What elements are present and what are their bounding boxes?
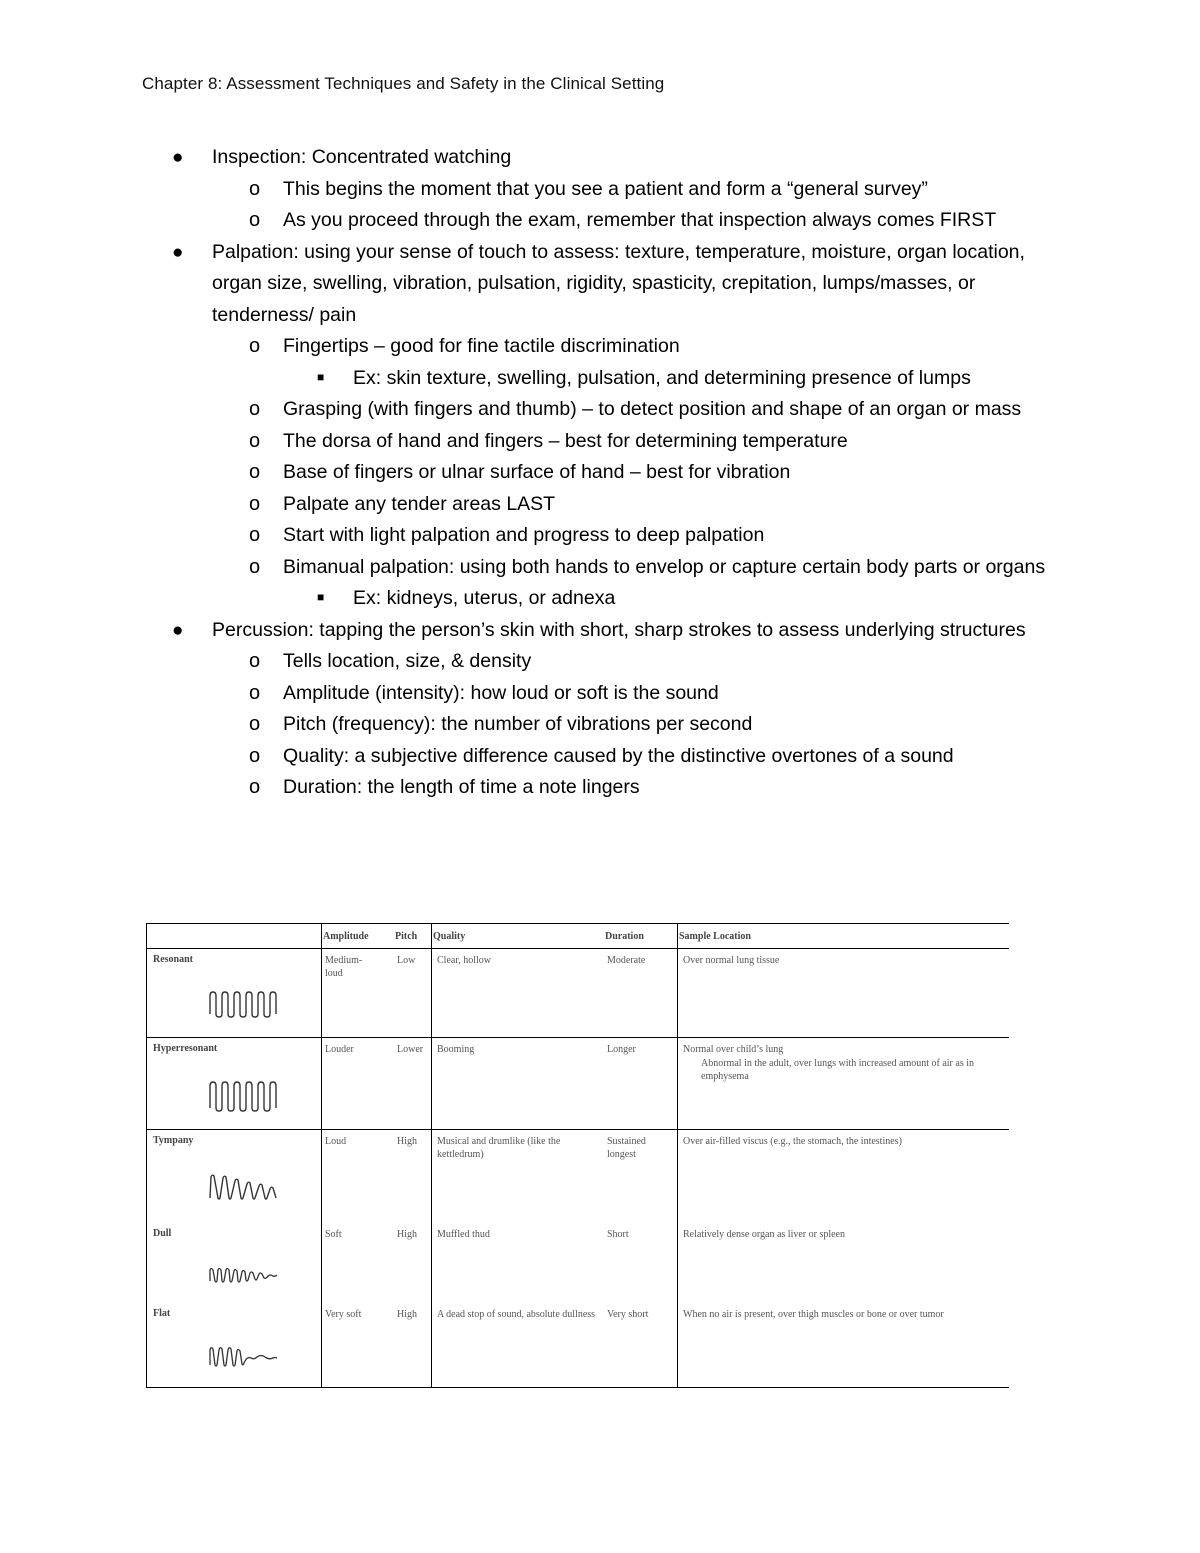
cell-location: Over air-filled viscus (e.g., the stomach, the intestines) <box>683 1136 902 1147</box>
outline-item-level-3 <box>0 363 1073 395</box>
outline-item-level-2 <box>0 552 1073 584</box>
flat-waveform-icon <box>207 1344 279 1368</box>
header-amplitude: Amplitude <box>323 931 369 942</box>
square-bullet-icon: ■ <box>317 369 325 384</box>
circle-bullet-icon: o <box>249 461 261 483</box>
circle-bullet-icon: o <box>249 650 261 672</box>
outline-item-text: Grasping (with fingers and thumb) – to detect position and shape of an organ or mass <box>283 398 1022 420</box>
row-label-tympany: Tympany <box>153 1135 194 1146</box>
outline-item-level-2 <box>0 426 1073 458</box>
bullet-icon: ● <box>172 619 184 641</box>
outline-item-level-1 <box>0 237 1042 332</box>
cell-pitch: High <box>397 1309 417 1320</box>
outline-item-text: Duration: the length of time a note lingers <box>283 776 640 798</box>
table-divider <box>147 1037 1009 1038</box>
cell-duration: Longer <box>607 1044 636 1055</box>
outline-item-text: The dorsa of hand and fingers – best for determining temperature <box>283 429 848 452</box>
outline-item-level-2 <box>0 741 1073 773</box>
outline-item-text: Fingertips – good for fine tactile discrimination <box>283 335 680 357</box>
cell-location: Relatively dense organ as liver or spleen <box>683 1229 845 1240</box>
header-sample-location: Sample Location <box>679 931 751 942</box>
bullet-icon: ● <box>172 241 184 263</box>
outline-item-level-3 <box>0 583 1073 615</box>
outline-item-level-2 <box>0 331 1073 363</box>
outline-item-text: Ex: skin texture, swelling, pulsation, and determining presence of lumps <box>353 366 971 389</box>
row-label-flat: Flat <box>153 1308 171 1319</box>
table-divider <box>147 948 1009 949</box>
circle-bullet-icon: o <box>249 555 261 578</box>
outline-item-level-2 <box>0 646 1073 678</box>
cell-duration: Short <box>607 1229 629 1240</box>
row-label-dull: Dull <box>153 1228 172 1239</box>
circle-bullet-icon: o <box>249 209 261 231</box>
hyperresonant-waveform-icon <box>207 1080 279 1112</box>
outline-item-text: Percussion: tapping the person’s skin with short, sharp strokes to assess underlying structures <box>212 618 1026 641</box>
cell-location-sub: Abnormal in the adult, over lungs with increased amount of air as in emphysema <box>701 1058 974 1082</box>
cell-quality: Musical and drumlike (like the kettledrum) <box>437 1136 561 1160</box>
outline-item-text: Bimanual palpation: using both hands to envelop or capture certain body parts or organs <box>283 555 1046 578</box>
outline-item-text: Inspection: Concentrated watching <box>212 146 512 168</box>
row-label-hyperresonant: Hyperresonant <box>153 1043 218 1054</box>
table-divider <box>147 1129 1009 1130</box>
outline-item-text: Quality: a subjective difference caused by the distinctive overtones of a sound <box>283 744 954 767</box>
circle-bullet-icon: o <box>249 492 261 515</box>
cell-amplitude: Medium-loud <box>325 955 363 979</box>
circle-bullet-icon: o <box>249 776 261 798</box>
cell-amplitude: Soft <box>325 1229 342 1240</box>
circle-bullet-icon: o <box>249 744 261 767</box>
outline-item-text: Ex: kidneys, uterus, or adnexa <box>353 587 616 609</box>
circle-bullet-icon: o <box>249 524 261 546</box>
cell-quality: Booming <box>437 1044 475 1055</box>
outline-item-level-2 <box>0 205 1073 237</box>
cell-amplitude: Loud <box>325 1136 347 1147</box>
cell-duration: Very short <box>607 1309 649 1320</box>
outline-item-level-2 <box>0 520 1073 552</box>
tympany-waveform-icon <box>207 1172 279 1202</box>
square-bullet-icon: ■ <box>317 590 325 604</box>
circle-bullet-icon: o <box>249 713 261 735</box>
cell-quality: Clear, hollow <box>437 955 492 966</box>
outline-item-level-2 <box>0 174 1073 206</box>
outline-item-level-2 <box>0 709 1073 741</box>
circle-bullet-icon: o <box>249 681 261 704</box>
outline-item-level-2 <box>0 678 1073 710</box>
circle-bullet-icon: o <box>249 177 261 200</box>
cell-pitch: Low <box>397 955 416 966</box>
table-divider <box>321 924 322 1387</box>
cell-quality: A dead stop of sound, absolute dullness <box>437 1309 596 1320</box>
outline-item-text: As you proceed through the exam, remember that inspection always comes FIRST <box>283 209 997 231</box>
outline-item-text: Amplitude (intensity): how loud or soft is the sound <box>283 681 719 704</box>
notes-outline <box>0 142 1200 804</box>
outline-item-text: Palpate any tender areas LAST <box>283 492 556 515</box>
cell-pitch: High <box>397 1136 417 1147</box>
dull-waveform-icon <box>207 1264 279 1284</box>
cell-duration: Moderate <box>607 955 646 966</box>
outline-item-text: Base of fingers or ulnar surface of hand – best for vibration <box>283 461 791 483</box>
circle-bullet-icon: o <box>249 335 261 357</box>
outline-item-text: This begins the moment that you see a patient and form a “general survey” <box>283 177 928 200</box>
outline-item-text: Palpation: using your sense of touch to assess: texture, temperature, moisture, organ location, organ size, swelling, vibration, pulsation, rigidity, spasticity, crepitation, lumps/masses, or tenderness/ pain <box>212 240 1025 326</box>
header-pitch: Pitch <box>395 931 418 942</box>
header-duration: Duration <box>605 931 644 942</box>
row-label-resonant: Resonant <box>153 954 194 965</box>
outline-item-text: Pitch (frequency): the number of vibrations per second <box>283 713 753 735</box>
header-quality: Quality <box>433 931 466 942</box>
chapter-title: Chapter 8: Assessment Techniques and Safety in the Clinical Setting <box>142 74 665 93</box>
outline-item-level-1 <box>0 142 1042 174</box>
outline-item-level-2 <box>0 489 1073 521</box>
bullet-icon: ● <box>172 147 184 168</box>
resonant-waveform-icon <box>207 990 279 1018</box>
cell-location: Over normal lung tissue <box>683 955 780 966</box>
cell-amplitude: Very soft <box>325 1309 362 1320</box>
cell-pitch: High <box>397 1229 417 1240</box>
cell-quality: Muffled thud <box>437 1229 490 1240</box>
circle-bullet-icon: o <box>249 398 261 420</box>
outline-item-level-1 <box>0 615 1042 647</box>
circle-bullet-icon: o <box>249 429 261 452</box>
percussion-sounds-table <box>146 923 1009 1388</box>
cell-amplitude: Louder <box>325 1044 354 1055</box>
outline-item-level-2 <box>0 457 1073 489</box>
cell-pitch: Lower <box>397 1044 424 1055</box>
cell-location: Normal over child’s lung <box>683 1044 784 1055</box>
cell-duration: Sustained longest <box>607 1136 646 1160</box>
outline-item-text: Start with light palpation and progress to deep palpation <box>283 524 765 546</box>
table-divider <box>431 924 432 1387</box>
outline-item-level-2 <box>0 772 1073 804</box>
table-divider <box>677 924 678 1387</box>
cell-location: When no air is present, over thigh muscles or bone or over tumor <box>683 1309 944 1320</box>
outline-item-text: Tells location, size, & density <box>283 650 532 672</box>
outline-item-level-2 <box>0 394 1073 426</box>
